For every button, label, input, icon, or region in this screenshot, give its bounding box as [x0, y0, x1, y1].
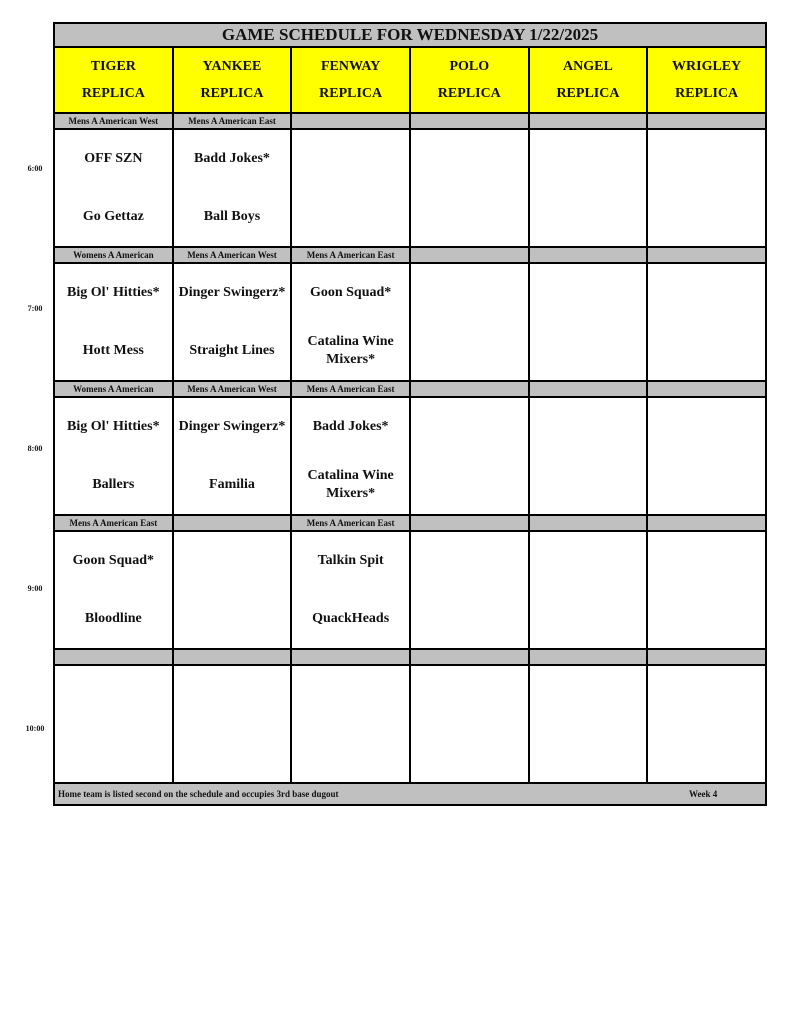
- away-team: Dinger Swingerz*: [178, 285, 286, 300]
- matchup: [174, 398, 291, 514]
- game-cell: [529, 531, 648, 649]
- home-team: [411, 590, 528, 648]
- away-team: Dinger Swingerz*: [178, 419, 286, 434]
- division-label: [173, 649, 292, 665]
- home-team: [648, 590, 765, 648]
- home-team: [411, 188, 528, 246]
- game-cell: [529, 397, 648, 515]
- away-team: [648, 532, 765, 590]
- home-team: [648, 322, 765, 380]
- game-row: [54, 263, 766, 381]
- division-label: [529, 515, 648, 531]
- division-label: Mens A American East: [291, 381, 410, 397]
- game-cell: [410, 263, 529, 381]
- division-row: [54, 381, 766, 397]
- division-label: [647, 649, 766, 665]
- division-row: [54, 515, 766, 531]
- away-team: Big Ol' Hitties*: [67, 285, 160, 300]
- home-team: [648, 456, 765, 514]
- game-cell: [291, 397, 410, 515]
- home-team: Ballers: [92, 477, 135, 492]
- game-cell: [54, 397, 173, 515]
- game-cell: [54, 665, 173, 783]
- matchup: [648, 398, 765, 514]
- game-cell: [173, 397, 292, 515]
- division-label: [529, 381, 648, 397]
- game-cell: [291, 665, 410, 783]
- time-slot-label: 6:00: [27, 164, 43, 173]
- home-team: Straight Lines: [189, 343, 275, 358]
- game-cell: [529, 263, 648, 381]
- game-row: [54, 665, 766, 783]
- game-cell: [54, 531, 173, 649]
- matchup: [55, 264, 172, 380]
- division-label: Womens A American: [54, 381, 173, 397]
- away-team: Talkin Spit: [317, 553, 384, 568]
- division-row: [54, 247, 766, 263]
- field-header-polo: [410, 47, 529, 113]
- division-label: Mens A American West: [173, 247, 292, 263]
- division-label: [291, 649, 410, 665]
- away-team: [530, 398, 647, 456]
- matchup: [292, 264, 409, 380]
- division-label: [647, 113, 766, 129]
- away-team: [530, 264, 647, 322]
- away-team: [530, 666, 647, 724]
- division-label: Mens A American East: [54, 515, 173, 531]
- game-cell: [647, 263, 766, 381]
- division-label: [529, 649, 648, 665]
- away-team: [648, 130, 765, 188]
- home-team: Ball Boys: [203, 209, 261, 224]
- away-team: Goon Squad*: [309, 285, 392, 300]
- field-name: TIGER: [90, 59, 136, 74]
- time-slot-label: 9:00: [27, 584, 43, 593]
- away-team: [292, 666, 409, 724]
- matchup: [530, 666, 647, 782]
- division-row: [54, 649, 766, 665]
- division-label: [410, 381, 529, 397]
- home-team: [55, 724, 172, 782]
- time-slot-label: 8:00: [27, 444, 43, 453]
- matchup: [292, 398, 409, 514]
- away-team: [530, 532, 647, 590]
- game-cell: [173, 531, 292, 649]
- home-team: QuackHeads: [312, 611, 390, 626]
- division-label: [647, 247, 766, 263]
- division-label: Mens A American East: [291, 515, 410, 531]
- matchup: [292, 130, 409, 246]
- field-header-angel: [529, 47, 648, 113]
- matchup: [174, 666, 291, 782]
- home-team: [530, 456, 647, 514]
- division-label: [529, 247, 648, 263]
- away-team: Goon Squad*: [72, 553, 154, 568]
- schedule-body: [54, 23, 766, 805]
- matchup: [648, 532, 765, 648]
- home-team: [648, 188, 765, 246]
- away-team: [411, 666, 528, 724]
- matchup: [174, 130, 291, 246]
- home-team-note: Home team is listed second on the schedule and occupies 3rd base dugout: [58, 789, 339, 799]
- field-name: WRIGLEY: [672, 59, 742, 74]
- matchup: [530, 398, 647, 514]
- division-label: [291, 113, 410, 129]
- matchup: [55, 130, 172, 246]
- footer: [54, 783, 766, 805]
- home-team: [411, 456, 528, 514]
- away-team: [648, 398, 765, 456]
- game-cell: [54, 129, 173, 247]
- field-subname: REPLICA: [437, 86, 501, 101]
- matchup: [174, 532, 291, 648]
- division-label: Mens A American West: [54, 113, 173, 129]
- matchup: [55, 398, 172, 514]
- division-label: [410, 113, 529, 129]
- matchup: [55, 532, 172, 648]
- away-team: [648, 666, 765, 724]
- game-cell: [54, 263, 173, 381]
- time-slot-label: 7:00: [27, 304, 43, 313]
- field-header-fenway: [291, 47, 410, 113]
- division-label: [54, 649, 173, 665]
- schedule-table: [53, 22, 767, 806]
- away-team: [411, 398, 528, 456]
- away-team: [411, 264, 528, 322]
- time-slot-label: 10:00: [25, 724, 45, 733]
- home-team: Catalina Wine Mixers*: [307, 334, 394, 367]
- game-row: [54, 129, 766, 247]
- division-row: [54, 113, 766, 129]
- division-label: [410, 515, 529, 531]
- game-cell: [173, 665, 292, 783]
- home-team: [530, 724, 647, 782]
- away-team: [411, 532, 528, 590]
- away-team: Badd Jokes*: [194, 151, 270, 166]
- matchup: [530, 130, 647, 246]
- schedule-title: GAME SCHEDULE FOR WEDNESDAY 1/22/2025: [54, 23, 766, 47]
- matchup: [648, 130, 765, 246]
- home-team: [530, 590, 647, 648]
- game-cell: [647, 129, 766, 247]
- home-team: Hott Mess: [82, 343, 144, 358]
- matchup: [411, 532, 528, 648]
- matchup: [411, 130, 528, 246]
- matchup: [411, 666, 528, 782]
- game-cell: [647, 397, 766, 515]
- home-team: [292, 188, 409, 246]
- away-team: [411, 130, 528, 188]
- away-team: OFF SZN: [84, 151, 143, 166]
- away-team: [530, 130, 647, 188]
- away-team: [174, 532, 291, 590]
- matchup: [530, 264, 647, 380]
- home-team: [174, 590, 291, 648]
- division-label: [647, 515, 766, 531]
- matchup: [530, 532, 647, 648]
- game-cell: [173, 263, 292, 381]
- field-subname: REPLICA: [675, 86, 739, 101]
- game-cell: [647, 531, 766, 649]
- home-team: [530, 188, 647, 246]
- field-name: ANGEL: [563, 59, 613, 74]
- field-header-wrigley: [647, 47, 766, 113]
- week-label: Week 4: [689, 789, 718, 799]
- game-cell: [291, 531, 410, 649]
- division-label: [410, 649, 529, 665]
- away-team: Badd Jokes*: [312, 419, 389, 434]
- title-row: [54, 23, 766, 47]
- matchup: [411, 264, 528, 380]
- home-team: Catalina Wine Mixers*: [307, 468, 394, 501]
- field-subname: REPLICA: [81, 86, 145, 101]
- field-subname: REPLICA: [556, 86, 620, 101]
- home-team: Familia: [209, 477, 255, 492]
- game-cell: [410, 397, 529, 515]
- home-team: [411, 322, 528, 380]
- matchup: [411, 398, 528, 514]
- game-cell: [173, 129, 292, 247]
- game-row: [54, 397, 766, 515]
- game-row: [54, 531, 766, 649]
- home-team: [411, 724, 528, 782]
- away-team: [55, 666, 172, 724]
- division-label: [529, 113, 648, 129]
- field-header-row: [54, 47, 766, 113]
- home-team: [648, 724, 765, 782]
- away-team: [174, 666, 291, 724]
- footer-row: [54, 783, 766, 805]
- game-cell: [410, 665, 529, 783]
- division-label: [647, 381, 766, 397]
- away-team: [648, 264, 765, 322]
- matchup: [292, 532, 409, 648]
- field-name: YANKEE: [202, 59, 262, 74]
- matchup: [174, 264, 291, 380]
- field-subname: REPLICA: [319, 86, 383, 101]
- home-team: Bloodline: [84, 611, 142, 626]
- away-team: Big Ol' Hitties*: [67, 419, 160, 434]
- away-team: [292, 130, 409, 188]
- matchup: [648, 666, 765, 782]
- division-label: Mens A American West: [173, 381, 292, 397]
- field-subname: REPLICA: [200, 86, 264, 101]
- division-label: [173, 515, 292, 531]
- matchup: [292, 666, 409, 782]
- division-label: Mens A American East: [291, 247, 410, 263]
- game-cell: [291, 263, 410, 381]
- field-header-yankee: [173, 47, 292, 113]
- home-team: Go Gettaz: [82, 209, 144, 224]
- matchup: [55, 666, 172, 782]
- game-cell: [529, 129, 648, 247]
- home-team: [174, 724, 291, 782]
- field-name: POLO: [449, 59, 490, 74]
- home-team: [530, 322, 647, 380]
- game-cell: [291, 129, 410, 247]
- division-label: Mens A American East: [173, 113, 292, 129]
- game-cell: [410, 531, 529, 649]
- home-team: [292, 724, 409, 782]
- game-cell: [529, 665, 648, 783]
- division-label: Womens A American: [54, 247, 173, 263]
- field-header-tiger: [54, 47, 173, 113]
- game-cell: [410, 129, 529, 247]
- division-label: [410, 247, 529, 263]
- game-cell: [647, 665, 766, 783]
- matchup: [648, 264, 765, 380]
- field-name: FENWAY: [320, 59, 381, 74]
